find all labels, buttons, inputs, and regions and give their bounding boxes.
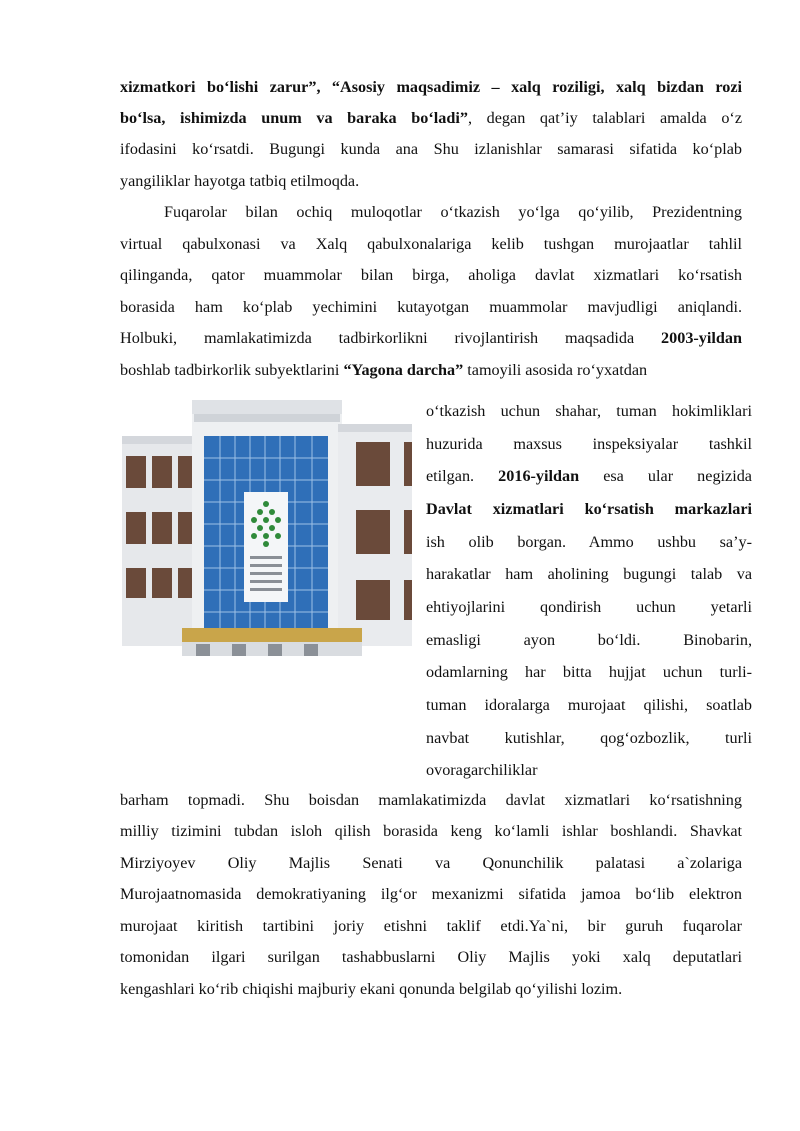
bold-run: bo‘lsa, ishimizda unum va baraka bo‘ladi”	[120, 109, 468, 127]
text-line	[120, 879, 742, 910]
text-run: virtual qabulxonasi va Xalq qabulxonalariga kelib tushgan murojaatlar tahlil	[120, 235, 742, 253]
text-run: ish olib borgan. Ammo ushbu sa’y-	[426, 533, 752, 551]
bold-run: 2016-yildan	[498, 467, 580, 485]
text-run: yangiliklar hayotga tatbiq etilmoqda.	[120, 172, 360, 190]
text-run: murojaat kiritish tartibini joriy etishni taklif etdi.Ya`ni, bir guruh fuqarolar	[120, 917, 742, 935]
text-line	[120, 355, 742, 386]
text-line	[120, 134, 742, 165]
text-run: navbat kutishlar, qog‘ozbozlik, turli	[426, 729, 752, 747]
text-run: ovoragarchiliklar	[426, 761, 538, 779]
text-run: borasida ham ko‘plab yechimini kutayotgan muammolar mavjudligi aniqlandi.	[120, 298, 742, 316]
text-run: qilinganda, qator muammolar bilan birga, aholiga davlat xizmatlari ko‘rsatish	[120, 266, 742, 284]
text-run: odamlarning har bitta hujjat uchun turli-	[426, 663, 752, 681]
bold-run: “Yagona darcha”	[343, 361, 464, 379]
text-run: tomonidan ilgari surilgan tashabbuslarni Oliy Majlis yoki xalq deputatlari	[120, 948, 742, 966]
text-line	[426, 723, 752, 754]
text-run: etilgan.	[426, 467, 499, 485]
text-line	[426, 592, 752, 623]
text-line	[426, 429, 752, 460]
text-run: emasligi ayon bo‘ldi. Binobarin,	[426, 631, 752, 649]
text-line	[120, 848, 742, 879]
text-line	[120, 72, 742, 103]
text-line	[426, 657, 752, 688]
text-run: boshlab tadbirkorlik subyektlarini	[120, 361, 344, 379]
text-line	[120, 323, 742, 354]
text-line	[120, 911, 742, 942]
text-run: Fuqarolar bilan ochiq muloqotlar o‘tkazish yo‘lga qo‘yilib, Prezidentning	[164, 203, 742, 221]
bold-run: xizmatkori bo‘lishi zarur”, “Asosiy maqsadimiz – xalq roziligi, xalq bizdan rozi	[120, 78, 742, 96]
text-run: barham topmadi. Shu boisdan mamlakatimizda davlat xizmatlari ko‘rsatishning	[120, 791, 742, 809]
text-run: Mirziyoyev Oliy Majlis Senati va Qonunchilik palatasi a`zolariga	[120, 854, 742, 872]
building-photo	[122, 400, 412, 656]
text-run: huzurida maxsus inspeksiyalar tashkil	[426, 435, 752, 453]
text-line	[120, 816, 742, 847]
text-run: Holbuki, mamlakatimizda tadbirkorlikni rivojlantirish maqsadida	[120, 329, 662, 347]
text-line	[426, 527, 752, 558]
text-run: Murojaatnomasida demokratiyaning ilg‘or mexanizmi sifatida jamoa bo‘lib elektron	[120, 885, 742, 903]
text-run: ifodasini ko‘rsatdi. Bugungi kunda ana Shu izlanishlar samarasi sifatida ko‘plab	[120, 140, 742, 158]
text-run: esa ular negizida	[579, 467, 752, 485]
text-line	[120, 103, 742, 134]
text-line	[426, 494, 752, 525]
text-line	[426, 690, 752, 721]
bold-run: Davlat xizmatlari ko‘rsatish markazlari	[426, 500, 752, 518]
text-line	[120, 942, 742, 973]
text-line	[120, 166, 742, 197]
text-line	[426, 559, 752, 590]
text-line	[426, 461, 752, 492]
text-run: , degan qat’iy talablari amalda o‘z	[467, 109, 743, 127]
text-line	[426, 396, 752, 427]
text-run: ehtiyojlarini qondirish uchun yetarli	[426, 598, 752, 616]
text-line	[120, 229, 742, 260]
text-run: harakatlar ham aholining bugungi talab va	[426, 565, 752, 583]
text-line	[120, 260, 742, 291]
text-line	[120, 292, 742, 323]
text-line	[426, 755, 752, 786]
text-line	[120, 785, 742, 816]
text-run: tuman idoralarga murojaat qilishi, soatlab	[426, 696, 752, 714]
text-line	[120, 974, 742, 1005]
text-run: milliy tizimini tubdan isloh qilish borasida keng ko‘lamli ishlar boshlandi. Shavkat	[120, 822, 742, 840]
text-run: tamoyili asosida ro‘yxatdan	[463, 361, 648, 379]
bold-run: 2003-yildan	[661, 329, 742, 347]
text-run: o‘tkazish uchun shahar, tuman hokimliklari	[426, 402, 752, 420]
text-run: kengashlari ko‘rib chiqishi majburiy ekani qonunda belgilab qo‘yilishi lozim.	[120, 980, 623, 998]
text-line	[164, 197, 742, 228]
text-line	[426, 625, 752, 656]
